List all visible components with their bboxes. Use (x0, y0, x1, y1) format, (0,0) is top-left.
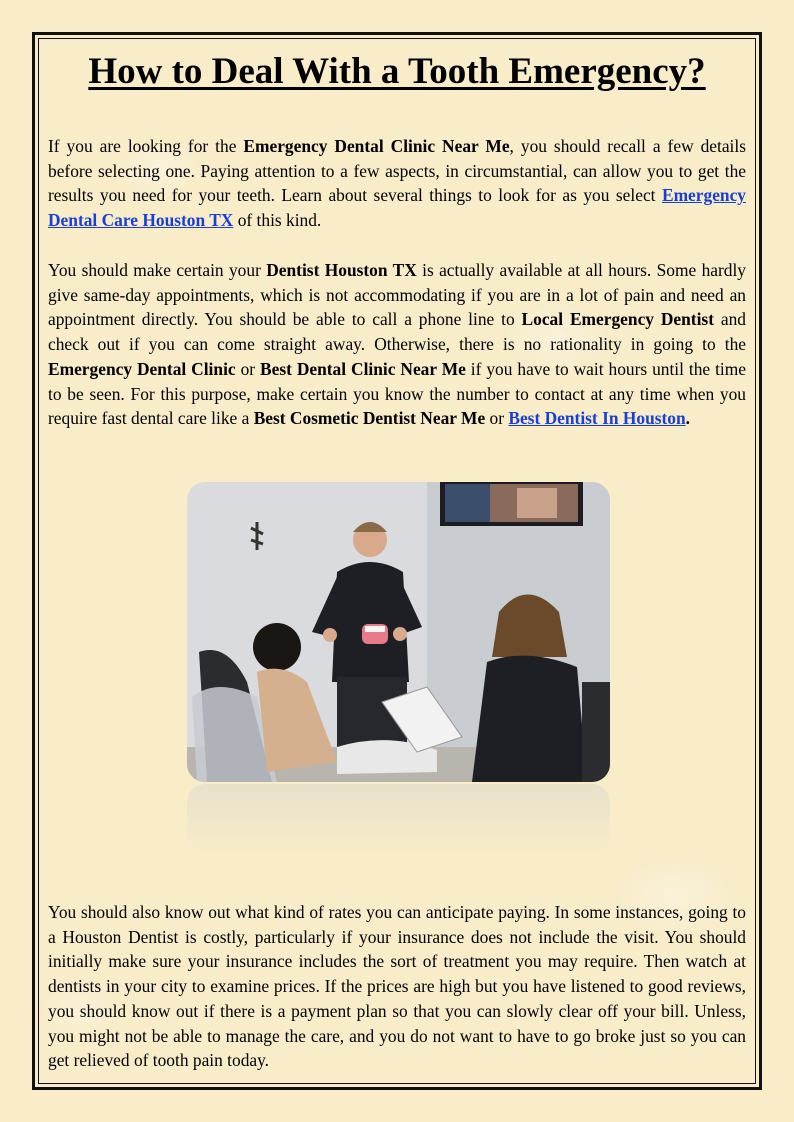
text: of this kind. (233, 210, 322, 231)
text: If you are looking for the (48, 136, 244, 156)
text: if you have to wait hours until the time to be seen. For this purpose, make certain you know the number to contact at any time when you require fast dental care like a (48, 358, 746, 429)
dental-office-illustration (187, 482, 610, 782)
link-best-dentist-in-houston[interactable]: Best Dentist In Houston (508, 408, 686, 429)
text: or (235, 358, 260, 379)
text: and check out if you can come straight away. Otherwise, there is no rationality in going to the (48, 309, 746, 355)
text: , you should recall a few details before selecting one. Paying attention to a few aspects, in circumstantial, can allow you to get the results you need for your teeth. Learn about several things to look for as you select (48, 136, 746, 206)
keyword-best-cosmetic-dentist: Best Cosmetic Dentist Near Me (253, 408, 486, 429)
text: You should make certain your (48, 260, 267, 280)
keyword-emergency-dental-clinic-near-me: Emergency Dental Clinic Near Me (243, 136, 510, 156)
keyword-dentist-houston-tx: Dentist Houston TX (266, 260, 417, 280)
text: . (685, 408, 691, 429)
keyword-best-dental-clinic-near-me: Best Dental Clinic Near Me (260, 358, 466, 379)
page-title: How to Deal With a Tooth Emergency? (88, 51, 706, 92)
dental-office-photo (187, 482, 610, 782)
keyword-local-emergency-dentist: Local Emergency Dentist (521, 309, 714, 330)
paragraph-rates: You should also know out what kind of rates you can anticipate paying. In some instances, going to a Houston Dentist is costly, particularly if your insurance does not include the visit. You should initially make sure your insurance includes the sort of treatment you may require. Then watch at dentists in your city to examine prices. If the prices are high but you have listened to good reviews, you should know out if there is a payment plan so that you can slowly clear off your bill. Unless, you might not be able to manage the care, and you do not want to have to go broke just so you can get relieved of tooth pain today. (48, 902, 746, 1071)
link-emergency-dental-care-houston[interactable]: Emergency Dental Care Houston TX (48, 185, 746, 231)
photo-reflection (187, 784, 610, 854)
paragraph-intro (48, 134, 746, 233)
paragraph-availability (48, 258, 746, 431)
text: is actually available at all hours. Some hardly give same-day appointments, which is not accommodating if you are in a lot of pain and need an appointment directly. You should be able to call a phone line to (48, 260, 746, 330)
text: or (485, 408, 509, 429)
keyword-emergency-dental-clinic: Emergency Dental Clinic (48, 358, 236, 379)
